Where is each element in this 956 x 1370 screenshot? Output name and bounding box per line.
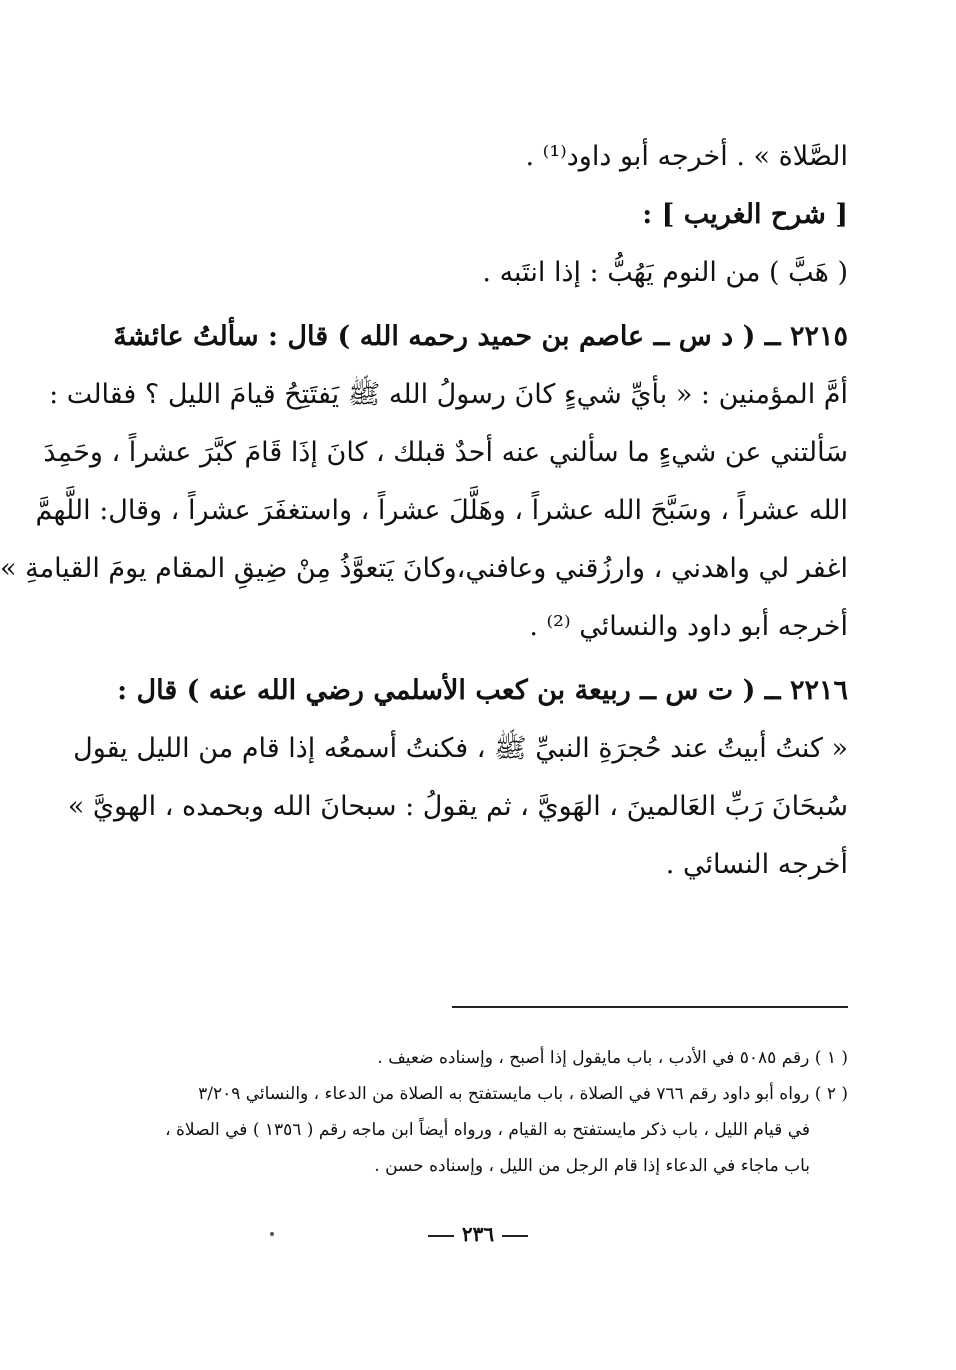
text-line: أمَّ المؤمنين : « بأيِّ شيءٍ كانَ رسولُ الله ﷺ يَفتَتِحُ قيامَ الليل ؟ فقالت : (49, 379, 848, 410)
hadith-2216-heading: ٢٢١٦ ــ ( ت س ــ ربيعة بن كعب الأسلمي رضي الله عنه ) قال : (117, 675, 848, 706)
page-number-value: ٢٣٦ (461, 1222, 495, 1246)
text-line: أخرجه النسائي . (665, 849, 848, 880)
hadith-2215-heading: ٢٢١٥ ــ ( د س ــ عاصم بن حميد رحمه الله ) قال : سألتُ عائشةَ (113, 321, 848, 352)
page-number-dash (502, 1235, 528, 1237)
text-line: ( هَبَّ ) من النوم يَهُبُّ : إذا انتَبه . (482, 257, 848, 288)
footnote-divider (452, 1006, 848, 1008)
text-line: اغفر لي واهدني ، وارزُقني وعافني،وكانَ يَتعوَّذُ مِنْ ضِيقِ المقام يومَ القيامةِ » (0, 553, 848, 584)
text-line: سَألتني عن شيءٍ ما سألني عنه أحدٌ قبلك ، كانَ إذَا قَامَ كبَّرَ عشراً ، وحَمِدَ (43, 437, 848, 468)
text-line: أخرجه أبو داود والنسائي ⁽²⁾ . (529, 611, 848, 642)
text-line: الصَّلاة » . أخرجه أبو داود⁽¹⁾ . (525, 141, 848, 172)
main-text (0, 128, 848, 894)
text-line: الله عشراً ، وسَبَّحَ الله عشراً ، وهَلَّلَ عشراً ، واستغفَرَ عشراً ، وقال: اللَّهمَّ (35, 495, 848, 526)
text-line: سُبحَانَ رَبِّ العَالمينَ ، الهَويَّ ، ثم يقولُ : سبحانَ الله وبحمده ، الهويَّ » (67, 791, 848, 822)
page-number-dash (428, 1235, 454, 1237)
footnote-2-continued: باب ماجاء في الدعاء إذا قام الرجل من الليل ، وإسناده حسن . (374, 1156, 810, 1176)
footnote-2-continued: في قيام الليل ، باب ذكر مايستفتح به القيام ، ورواه أيضاً ابن ماجه رقم ( ١٣٥٦ ) في الصلاة ، (165, 1120, 810, 1140)
section-heading-gharib: [ شرح الغريب ] : (642, 199, 848, 230)
footnotes (108, 1040, 848, 1184)
scan-speck (270, 1232, 274, 1236)
footnote-2: ( ٢ ) رواه أبو داود رقم ٧٦٦ في الصلاة ، باب مايستفتح به الصلاة من الدعاء ، والنسائي ٣/٢٠٩ (198, 1084, 848, 1104)
footnote-1: ( ١ ) رقم ٥٠٨٥ في الأدب ، باب مايقول إذا أصبح ، وإسناده ضعيف . (377, 1048, 848, 1068)
text-line: « كنتُ أبيتُ عند حُجرَةِ النبيِّ ﷺ ، فكنتُ أسمعُه إذا قام من الليل يقول (73, 733, 848, 764)
page-number (0, 1222, 956, 1246)
